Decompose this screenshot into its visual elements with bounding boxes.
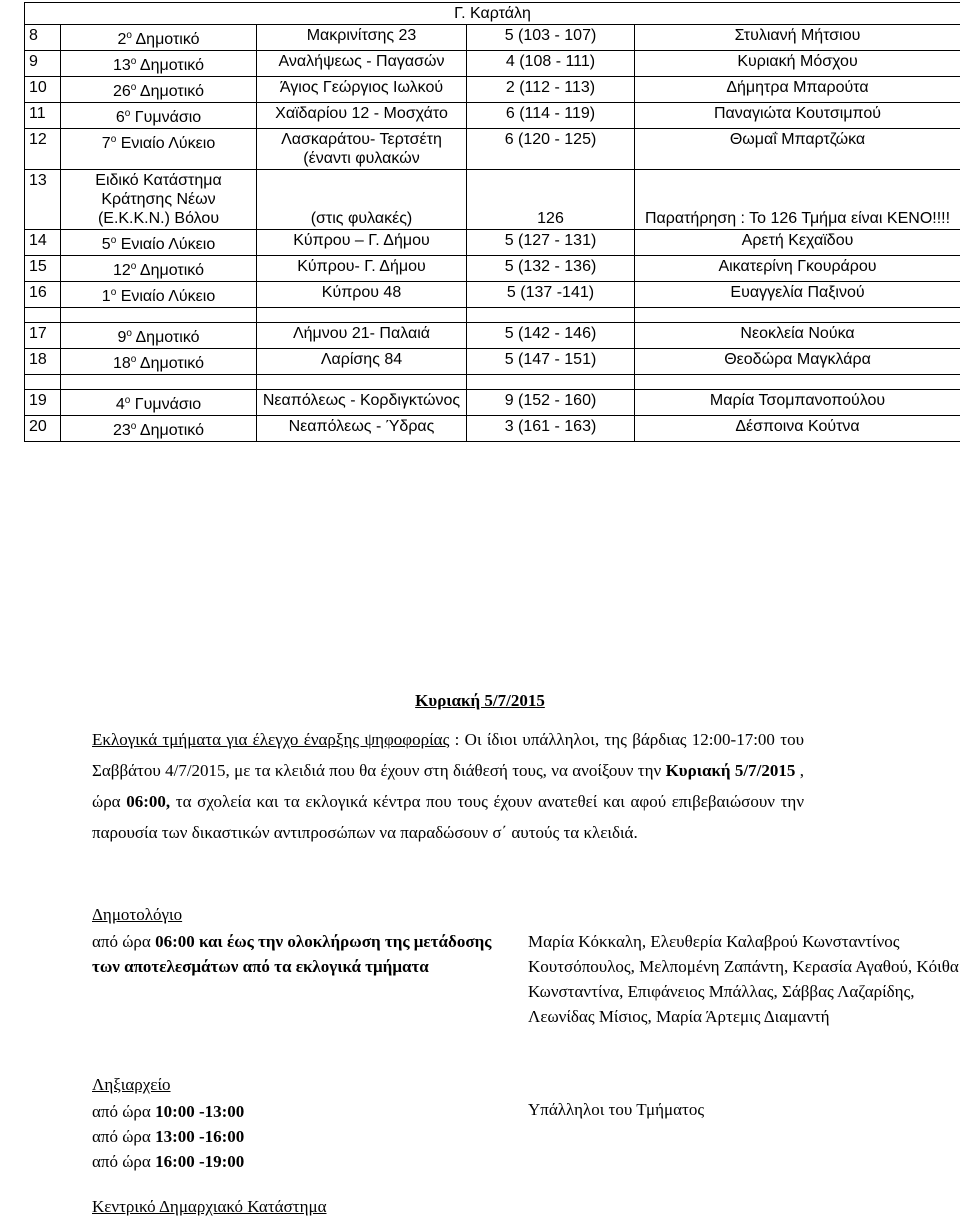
row-number: 8 xyxy=(25,25,61,51)
row-number: 15 xyxy=(25,256,61,282)
school-name: $13^o$ Δημοτικό xyxy=(61,51,257,77)
sections-range: 5 (137 -141) xyxy=(467,282,635,308)
sections-range: 3 (161 - 163) xyxy=(467,416,635,442)
school-name: $12^o$ Δημοτικό xyxy=(61,256,257,282)
town-hall-hours: από ώρα 06:00 και έως την ολοκλήρωση της μετάδοσης των αποτελεσμάτων από τα εκλογικά τμήματα xyxy=(92,932,492,976)
school-address: Χαϊδαρίου 12 - Μοσχάτο xyxy=(257,103,467,129)
table-row xyxy=(25,416,960,442)
sunday-label: Εκλογικά τμήματα για έλεγχο έναρξης ψηφοφορίας xyxy=(92,730,450,749)
table-title-row xyxy=(25,3,960,25)
polling-stations-table xyxy=(24,2,960,442)
school-name: Ειδικό Κατάστημα Κράτησης Νέων (Ε.Κ.Κ.Ν.) Βόλου xyxy=(61,170,257,230)
representative: Στυλιανή Μήτσιου xyxy=(635,25,960,51)
central-heading: Κεντρικό Δημαρχιακό Κατάστημα xyxy=(92,1197,327,1216)
school-address: Κύπρου 48 xyxy=(257,282,467,308)
table-row xyxy=(25,282,960,308)
sections-range: 5 (147 - 151) xyxy=(467,349,635,375)
school-address: Αναλήψεως - Παγασών xyxy=(257,51,467,77)
school-address: Λαρίσης 84 xyxy=(257,349,467,375)
spacer-row xyxy=(25,308,960,323)
representative: Κυριακή Μόσχου xyxy=(635,51,960,77)
registry-shift: από ώρα 16:00 -19:00 xyxy=(92,1152,245,1171)
row-number: 17 xyxy=(25,323,61,349)
sections-range: 5 (142 - 146) xyxy=(467,323,635,349)
row-number: 19 xyxy=(25,390,61,416)
table-row xyxy=(25,170,960,230)
representative: Θωμαΐ Μπαρτζώκα xyxy=(635,129,960,170)
town-hall-heading: Δημοτολόγιο xyxy=(92,905,183,924)
representative: Αρετή Κεχαϊδου xyxy=(635,230,960,256)
school-name: $1^o$ Ενιαίο Λύκειο xyxy=(61,282,257,308)
table-row xyxy=(25,77,960,103)
sections-range: 126 xyxy=(467,170,635,230)
row-number: 12 xyxy=(25,129,61,170)
school-address: Λασκαράτου- Τερτσέτη (έναντι φυλακών xyxy=(257,129,467,170)
representative: Δήμητρα Μπαρούτα xyxy=(635,77,960,103)
representative: Παρατήρηση : Το 126 Τμήμα είναι ΚΕΝΟ!!!! xyxy=(635,170,960,230)
registry-hours xyxy=(92,1099,244,1174)
school-name: $4^o$ Γυμνάσιο xyxy=(61,390,257,416)
sections-range: 9 (152 - 160) xyxy=(467,390,635,416)
sections-range: 5 (103 - 107) xyxy=(467,25,635,51)
registry-staff: Υπάλληλοι του Τμήματος xyxy=(528,1100,705,1119)
school-address: Κύπρου- Γ. Δήμου xyxy=(257,256,467,282)
row-number: 18 xyxy=(25,349,61,375)
row-number: 16 xyxy=(25,282,61,308)
school-address: Νεαπόλεως - Ύδρας xyxy=(257,416,467,442)
registry-shift: από ώρα 13:00 -16:00 xyxy=(92,1127,245,1146)
sections-range: 4 (108 - 111) xyxy=(467,51,635,77)
representative: Παναγιώτα Κουτσιμπού xyxy=(635,103,960,129)
row-number: 13 xyxy=(25,170,61,230)
school-address: Κύπρου – Γ. Δήμου xyxy=(257,230,467,256)
school-address: Μακρινίτσης 23 xyxy=(257,25,467,51)
representative: Θεοδώρα Μαγκλάρα xyxy=(635,349,960,375)
sunday-instructions: Εκλογικά τμήματα για έλεγχο έναρξης ψηφοφορίας : Οι ίδιοι υπάλληλοι, της βάρδιας 12:00-17:00 του Σαββάτου 4/7/2015, με τα κλειδιά που θα έχουν στη διάθεσή τους, να ανοίξουν την Κυριακή 5/7/2015 , ώρα 06:00, τα σχολεία και τα εκλογικά κέντρα που τους έχουν ανατεθεί και αφού επιβεβαιώσουν την παρουσία των δικαστικών αντιπροσώπων να παραδώσουν σ΄ αυτούς τα κλειδιά. xyxy=(92,730,804,842)
sections-range: 6 (114 - 119) xyxy=(467,103,635,129)
table-row xyxy=(25,390,960,416)
row-number: 9 xyxy=(25,51,61,77)
representative: Νεοκλεία Νούκα xyxy=(635,323,960,349)
school-name: $26^o$ Δημοτικό xyxy=(61,77,257,103)
row-number: 14 xyxy=(25,230,61,256)
sunday-heading: Κυριακή 5/7/2015 xyxy=(415,691,545,710)
sections-range: 5 (132 - 136) xyxy=(467,256,635,282)
table-row xyxy=(25,349,960,375)
representative: Μαρία Τσομπανοπούλου xyxy=(635,390,960,416)
school-name: $5^o$ Ενιαίο Λύκειο xyxy=(61,230,257,256)
table-title: Γ. Καρτάλη xyxy=(25,3,960,25)
row-number: 20 xyxy=(25,416,61,442)
school-name: $6^o$ Γυμνάσιο xyxy=(61,103,257,129)
registry-shift: από ώρα 10:00 -13:00 xyxy=(92,1102,245,1121)
town-hall-staff: Μαρία Κόκκαλη, Ελευθερία Καλαβρού Κωνσταντίνος Κουτσόπουλος, Μελπομένη Ζαπάντη, Κερασία Αγαθού, Κόιθα Κωνσταντίνα, Επιφάνειος Μπάλλας, Σάββας Λαζαρίδης, Λεωνίδας Μίσιος, Μαρία Άρτεμις Διαμαντή xyxy=(528,932,959,1026)
school-name: $2^o$ Δημοτικό xyxy=(61,25,257,51)
table-row xyxy=(25,323,960,349)
registry-heading: Ληξιαρχείο xyxy=(92,1075,171,1094)
row-number: 11 xyxy=(25,103,61,129)
school-name: $23^o$ Δημοτικό xyxy=(61,416,257,442)
representative: Δέσποινα Κούτνα xyxy=(635,416,960,442)
sections-range: 2 (112 - 113) xyxy=(467,77,635,103)
row-number: 10 xyxy=(25,77,61,103)
school-name: $18^o$ Δημοτικό xyxy=(61,349,257,375)
table-row xyxy=(25,230,960,256)
table-row xyxy=(25,25,960,51)
sections-range: 5 (127 - 131) xyxy=(467,230,635,256)
school-address: Νεαπόλεως - Κορδιγκτώνος xyxy=(257,390,467,416)
school-address: Λήμνου 21- Παλαιά xyxy=(257,323,467,349)
school-address: (στις φυλακές) xyxy=(257,170,467,230)
representative: Αικατερίνη Γκουράρου xyxy=(635,256,960,282)
table-row xyxy=(25,103,960,129)
sections-range: 6 (120 - 125) xyxy=(467,129,635,170)
school-address: Άγιος Γεώργιος Ιωλκού xyxy=(257,77,467,103)
table-row xyxy=(25,256,960,282)
table-row xyxy=(25,129,960,170)
spacer-row xyxy=(25,375,960,390)
representative: Ευαγγελία Παξινού xyxy=(635,282,960,308)
school-name: $7^o$ Ενιαίο Λύκειο xyxy=(61,129,257,170)
school-name: $9^o$ Δημοτικό xyxy=(61,323,257,349)
table-row xyxy=(25,51,960,77)
